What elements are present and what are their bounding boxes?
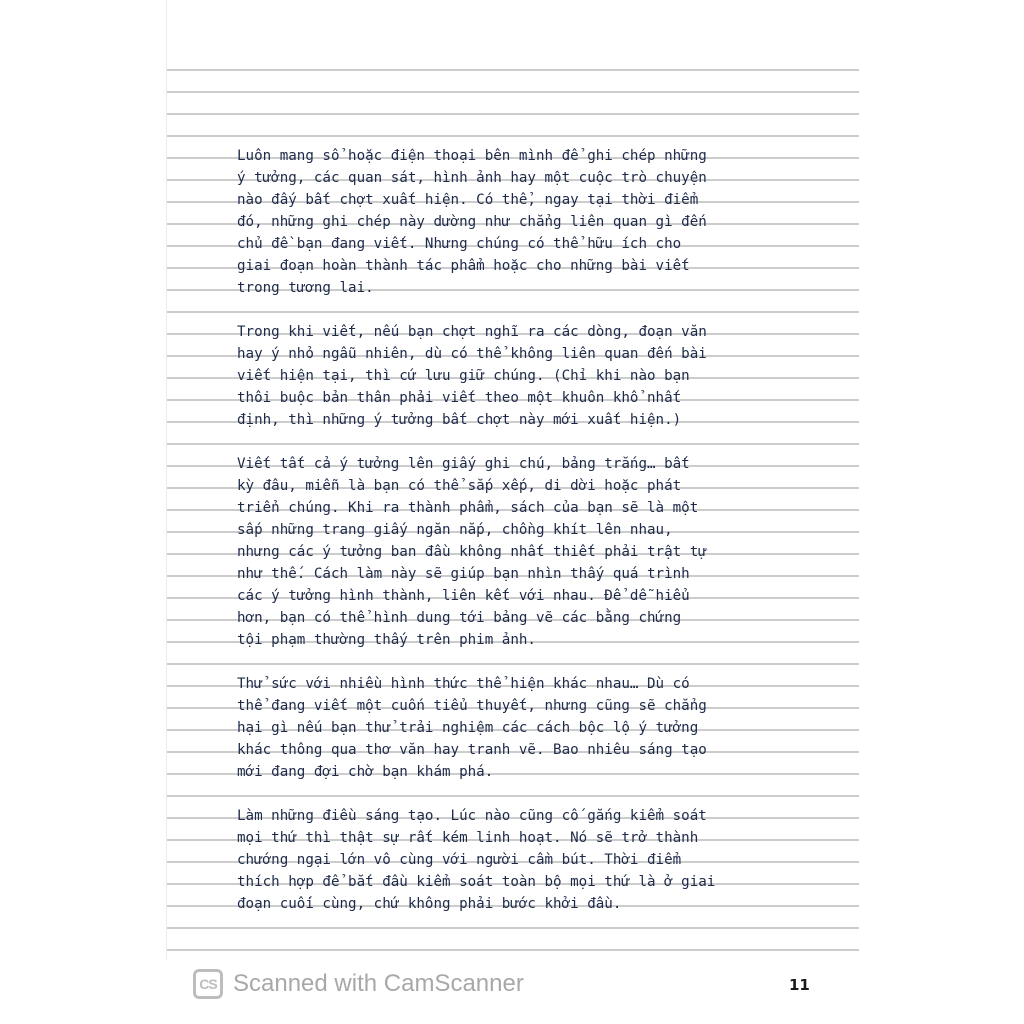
text-line: viết hiện tại, thì cứ lưu giữ chúng. (Chỉ khi nào bạn (237, 368, 690, 384)
text-line: hay ý nhỏ ngẫu nhiên, dù có thể không liên quan đến bài (237, 346, 707, 362)
paragraph (237, 805, 797, 915)
text-line: thể đang viết một cuốn tiểu thuyết, nhưng cũng sẽ chẳng (237, 698, 707, 714)
paragraph-gap (237, 431, 797, 453)
text-line: nào đấy bất chợt xuất hiện. Có thể, ngay tại thời điểm (237, 192, 699, 208)
text-line: mới đang đợi chờ bạn khám phá. (237, 764, 494, 780)
watermark-text: Scanned with CamScanner (233, 970, 524, 997)
text-line: giai đoạn hoàn thành tác phẩm hoặc cho những bài viết (237, 258, 690, 274)
text-line: đó, những ghi chép này dường như chẳng liên quan gì đến (237, 214, 707, 230)
text-line: chướng ngại lớn vô cùng với người cầm bút. Thời điểm (237, 852, 682, 868)
text-line: Luôn mang sổ hoặc điện thoại bên mình để ghi chép những (237, 148, 707, 164)
text-line: sấp những trang giấy ngăn nắp, chồng khít lên nhau, (237, 522, 673, 538)
text-line: mọi thứ thì thật sự rất kém linh hoạt. Nó sẽ trở thành (237, 830, 699, 846)
text-line: đoạn cuối cùng, chứ không phải bước khởi đầu. (237, 896, 622, 912)
text-line: thích hợp để bắt đầu kiểm soát toàn bộ mọi thứ là ở giai (237, 874, 716, 890)
camscanner-watermark (193, 966, 524, 1002)
text-line: tội phạm thường thấy trên phim ảnh. (237, 632, 536, 648)
text-line: các ý tưởng hình thành, liên kết với nhau. Để dễ hiểu (237, 588, 690, 604)
text-line: như thế. Cách làm này sẽ giúp bạn nhìn thấy quá trình (237, 566, 690, 582)
text-line: trong tương lai. (237, 280, 374, 296)
text-line: chủ đề bạn đang viết. Nhưng chúng có thể hữu ích cho (237, 236, 682, 252)
paragraph-gap (237, 783, 797, 805)
text-line: thôi buộc bản thân phải viết theo một khuôn khổ nhất (237, 390, 682, 406)
paragraph (237, 145, 797, 299)
text-line: Làm những điều sáng tạo. Lúc nào cũng cố gắng kiểm soát (237, 808, 707, 824)
text-line: hại gì nếu bạn thử trải nghiệm các cách bộc lộ ý tưởng (237, 720, 699, 736)
text-line: hơn, bạn có thể hình dung tới bảng vẽ các bằng chứng (237, 610, 682, 626)
paragraph (237, 321, 797, 431)
text-line: nhưng các ý tưởng ban đầu không nhất thiết phải trật tự (237, 544, 707, 560)
text-line: khác thông qua thơ văn hay tranh vẽ. Bao nhiêu sáng tạo (237, 742, 707, 758)
text-line: Trong khi viết, nếu bạn chợt nghĩ ra các dòng, đoạn văn (237, 324, 707, 340)
text-line: Viết tất cả ý tưởng lên giấy ghi chú, bảng trắng… bất (237, 456, 690, 472)
text-line: Thử sức với nhiều hình thức thể hiện khác nhau… Dù có (237, 676, 690, 692)
paragraph (237, 673, 797, 783)
paragraph-gap (237, 651, 797, 673)
text-line: triển chúng. Khi ra thành phẩm, sách của bạn sẽ là một (237, 500, 699, 516)
paragraph-gap (237, 299, 797, 321)
text-line: kỳ đâu, miễn là bạn có thể sắp xếp, di dời hoặc phát (237, 478, 682, 494)
camscanner-logo-icon: CS (193, 969, 223, 999)
text-line: định, thì những ý tưởng bất chợt này mới xuất hiện.) (237, 412, 682, 428)
text-line: ý tưởng, các quan sát, hình ảnh hay một cuộc trò chuyện (237, 170, 707, 186)
page-content (237, 145, 797, 915)
paragraph (237, 453, 797, 651)
page-number: 11 (789, 976, 810, 994)
